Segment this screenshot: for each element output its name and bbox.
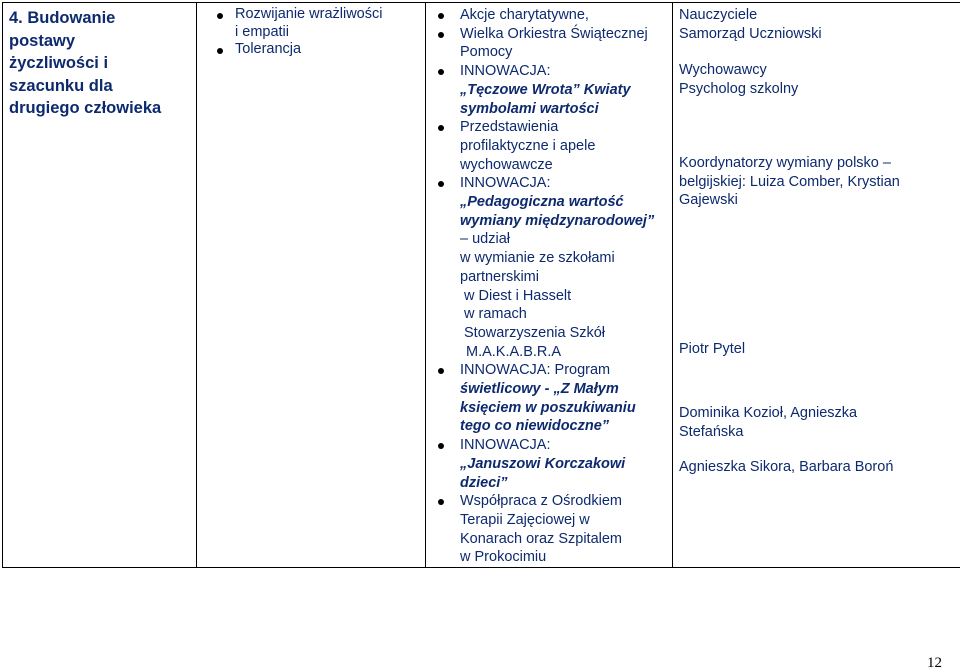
- action-line: profilaktyczne i apele: [460, 137, 596, 154]
- actions-cell: [426, 3, 673, 568]
- action-line: „Januszowi Korczakowi: [460, 455, 626, 472]
- action-line: świetlicowy - „Z Małym: [460, 381, 619, 398]
- tasks-list: [217, 6, 421, 59]
- goal-cell: [3, 3, 197, 568]
- action-line: INNOWACJA:: [460, 437, 551, 454]
- list-item: [446, 118, 668, 174]
- action-line: w Prokocimiu: [460, 549, 547, 566]
- action-line: „Tęczowe Wrota” Kwiaty: [460, 81, 631, 98]
- action-line: księciem w poszukiwaniu: [460, 399, 636, 416]
- action-line: INNOWACJA:: [460, 63, 551, 80]
- action-line: Terapii Zajęciowej w: [460, 511, 590, 528]
- responsible-group: [679, 340, 958, 359]
- action-line: Stowarzyszenia Szkół: [464, 324, 606, 341]
- goal-line: szacunku dla: [9, 76, 113, 95]
- task-line: i empatii: [235, 23, 289, 40]
- responsible-cell: [673, 3, 960, 568]
- list-item: [446, 361, 668, 436]
- goal-line: życzliwości i: [9, 54, 109, 72]
- action-line: M.A.K.A.B.R.A: [466, 343, 562, 360]
- responsible-line: Gajewski: [679, 192, 738, 208]
- goal-line: postawy: [9, 31, 76, 50]
- action-line: INNOWACJA:: [460, 175, 551, 192]
- goal-line: 4. Budowanie: [9, 9, 116, 27]
- action-line: symbolami wartości: [460, 100, 599, 117]
- action-line: tego co niewidoczne”: [460, 418, 610, 435]
- action-line: INNOWACJA: Program: [460, 362, 611, 379]
- responsible-group: [679, 458, 958, 477]
- action-line: „Pedagogiczna wartość: [460, 194, 624, 211]
- action-line: Akcje charytatywne,: [460, 7, 589, 23]
- responsible-line: Agnieszka Sikora, Barbara Boroń: [679, 459, 894, 475]
- table-row: [3, 3, 960, 568]
- action-line: w Diest i Hasselt: [464, 287, 572, 304]
- list-item: [446, 62, 668, 118]
- action-line: w ramach: [464, 306, 527, 323]
- responsible-line: Koordynatorzy wymiany polsko –: [679, 155, 891, 171]
- action-line: Wielka Orkiestra Świątecznej: [460, 25, 648, 42]
- goal-line: drugiego człowieka: [9, 99, 162, 117]
- tasks-cell: [197, 3, 426, 568]
- actions-list: [446, 6, 668, 567]
- action-line: dzieci”: [460, 474, 508, 491]
- responsible-group: [679, 6, 958, 43]
- responsible-line: Nauczyciele: [679, 7, 758, 23]
- action-line: Pomocy: [460, 44, 513, 61]
- responsible-line: Wychowawcy: [679, 62, 767, 78]
- action-line: – udział: [460, 231, 510, 248]
- responsible-line: Samorząd Uczniowski: [679, 25, 822, 42]
- responsible-line: Dominika Kozioł, Agnieszka: [679, 405, 858, 421]
- action-line: wymiany międzynarodowej”: [460, 212, 655, 229]
- responsible-line: belgijskiej: Luiza Comber, Krystian: [679, 173, 900, 190]
- responsible-group: [679, 61, 958, 98]
- program-table: [2, 2, 960, 568]
- action-line: Przedstawienia: [460, 119, 559, 136]
- task-line: Rozwijanie wrażliwości: [235, 6, 383, 22]
- list-item: [446, 436, 668, 492]
- action-line: w wymianie ze szkołami: [460, 250, 615, 267]
- responsible-line: Piotr Pytel: [679, 340, 746, 357]
- list-item: [217, 41, 421, 59]
- responsible-line: Stefańska: [679, 423, 744, 440]
- action-line: partnerskimi: [460, 268, 539, 285]
- action-line: Współpraca z Ośrodkiem: [460, 493, 622, 510]
- action-line: wychowawcze: [460, 156, 553, 173]
- list-item: [446, 25, 668, 62]
- list-item: [217, 6, 421, 41]
- list-item: [446, 174, 668, 361]
- list-item: [446, 492, 668, 567]
- responsible-group: [679, 404, 958, 441]
- action-line: Konarach oraz Szpitalem: [460, 530, 622, 547]
- responsible-group: [679, 154, 958, 210]
- list-item: [446, 6, 668, 25]
- responsible-line: Psycholog szkolny: [679, 80, 799, 97]
- task-line: Tolerancja: [235, 41, 302, 57]
- page-number: 12: [927, 655, 942, 671]
